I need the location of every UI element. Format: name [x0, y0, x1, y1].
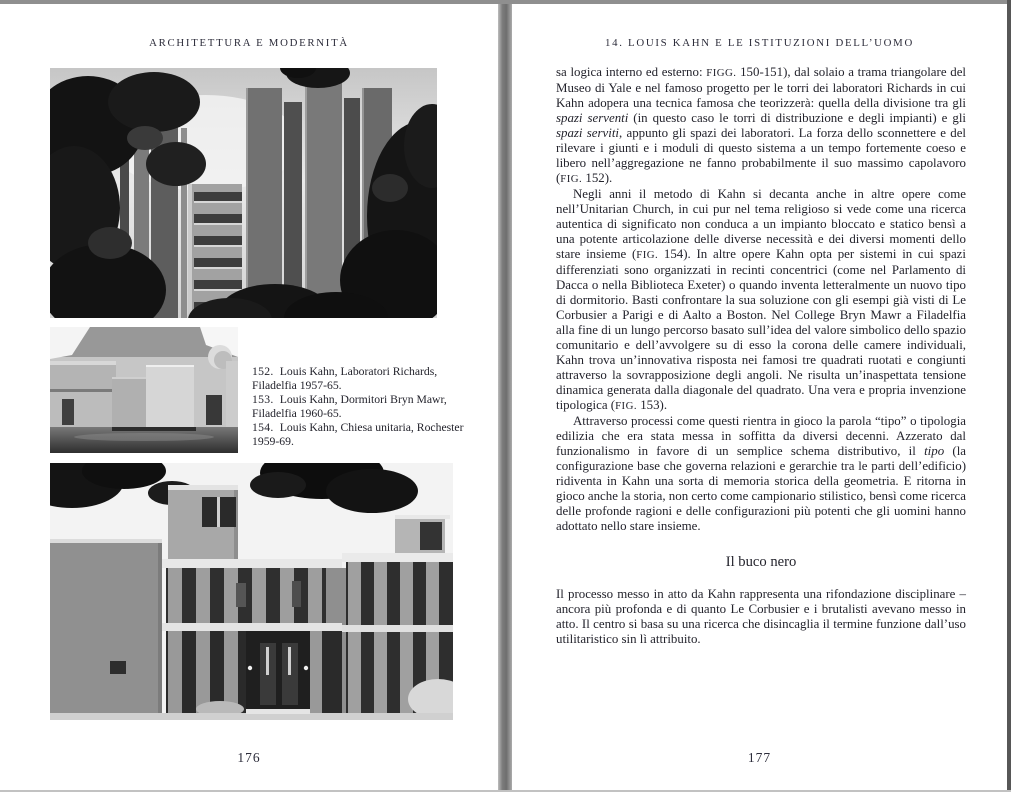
figure-caption: 152. Louis Kahn, Laboratori Richards, Filadelfia 1957-65. [252, 365, 438, 392]
unitarian-church-interior-illustration [50, 327, 238, 453]
paragraph: Attraverso processi come questi rientra in gioco la parola “tipo” o tipologia edilizia che era stata messa in soffitta da diversi decenni. Azzerato dal funzionalismo in favore di un semplice schema distributivo, il tipo (la configurazione base che governa relazioni e gerarchie tra le parti dell’edificio) ridiventa in Kahn una sorta di memoria storica della geometria. E ritorna in gioco anche la storia, non certo come campionario stilistico, bensì come ricerca delle profonde ragioni e delle configurazioni più potenti che gli uomini hanno adottato nello stare insieme. [556, 414, 966, 533]
body-text-column [556, 65, 966, 647]
page-gutter [498, 4, 512, 792]
viewer-right-edge [1007, 0, 1011, 792]
figure-caption: 154. Louis Kahn, Chiesa unitaria, Rochester 1959-69. [252, 421, 464, 448]
figure-caption: 153. Louis Kahn, Dormitori Bryn Mawr, Filadelfia 1960-65. [252, 393, 447, 420]
paragraph: sa logica interno ed esterno: FIGG. 150-151), dal solaio a trama triangolare del Museo di Yale e nel famoso progetto per le torri dei laboratori Richards in cui Kahn adopera una tecnica famosa che teorizzerà: quella della divisione tra gli spazi serventi (in questo caso le torri di distribuzione e degli impianti) e gli spazi serviti, appunto gli spazi dei laboratori. La forza dello sconnettere e del rilevare i giunti e i moduli di questo sistema a un tempo fortemente coeso e libero nell’aggregazione ne fanno probabilmente il suo massimo capolavoro (FIG. 152). [556, 65, 967, 185]
running-head-left: ARCHITETTURA E MODERNITÀ [149, 37, 349, 49]
section-heading: Il buco nero [725, 554, 797, 570]
running-head-right: 14. LOUIS KAHN E LE ISTITUZIONI DELL’UOMO [605, 37, 914, 49]
page-number-right: 177 [747, 750, 772, 765]
page-number-left: 176 [237, 750, 261, 765]
page-left [0, 4, 498, 790]
figure-captions [252, 365, 466, 449]
text-paragraphs-after-heading [556, 587, 966, 647]
bryn-mawr-dormitories-photo [50, 463, 453, 720]
richards-laboratories-photo [50, 68, 437, 318]
paragraph: Negli anni il metodo di Kahn si decanta anche in altre opere come nell’Unitarian Church, in cui pur nel tema religioso si vede come una ricerca autentica di significato non conduca a un impianto bloccato e statico bensì a una potente articolazione delle diverse necessità e dei diversi momenti dello stare insieme (FIG. 154). In altre opere Kahn opta per sistemi in cui spazi differenziati sono organizzati in recinti concentrici (come nel Parlamento di Dacca o nella Biblioteca Exeter) o quando inventa letteralmente un nuovo tipo di dormitorio. Basti confrontare la sua soluzione con gli esempi già visti di Le Corbusier a Parigi e di Aalto a Boston. Nel College Bryn Mawr a Filadelfia alla fine di un lungo percorso basato sull’idea del valore simbolico dello spazio comunitario e dell’avvolgere su di esso la corona delle camere individuali, Kahn trova un’innovativa risposta nei famosi tre quadrati ruotati e congiunti attraverso la sovrapposizione degli angoli. Ne risulta un’inaspettata tensione dinamica generata dalla diagonale del quadrato. Una vera e propria invenzione tipologica (FIG. 153). [556, 187, 966, 412]
richards-laboratories-illustration [50, 68, 437, 318]
page-right [512, 4, 1007, 790]
paragraph: Il processo messo in atto da Kahn rappresenta una rifondazione disciplinare – ancora più profonda e di quanto Le Corbusier e i brutalisti avevano messo in atto. Il centro si basa su una ricerca che disincaglia il termine funzione dall’uso utilitaristico sin lì attribuito. [556, 587, 966, 646]
bryn-mawr-dormitories-illustration [50, 463, 453, 720]
text-paragraphs [556, 65, 966, 534]
unitarian-church-interior-photo [50, 327, 238, 453]
